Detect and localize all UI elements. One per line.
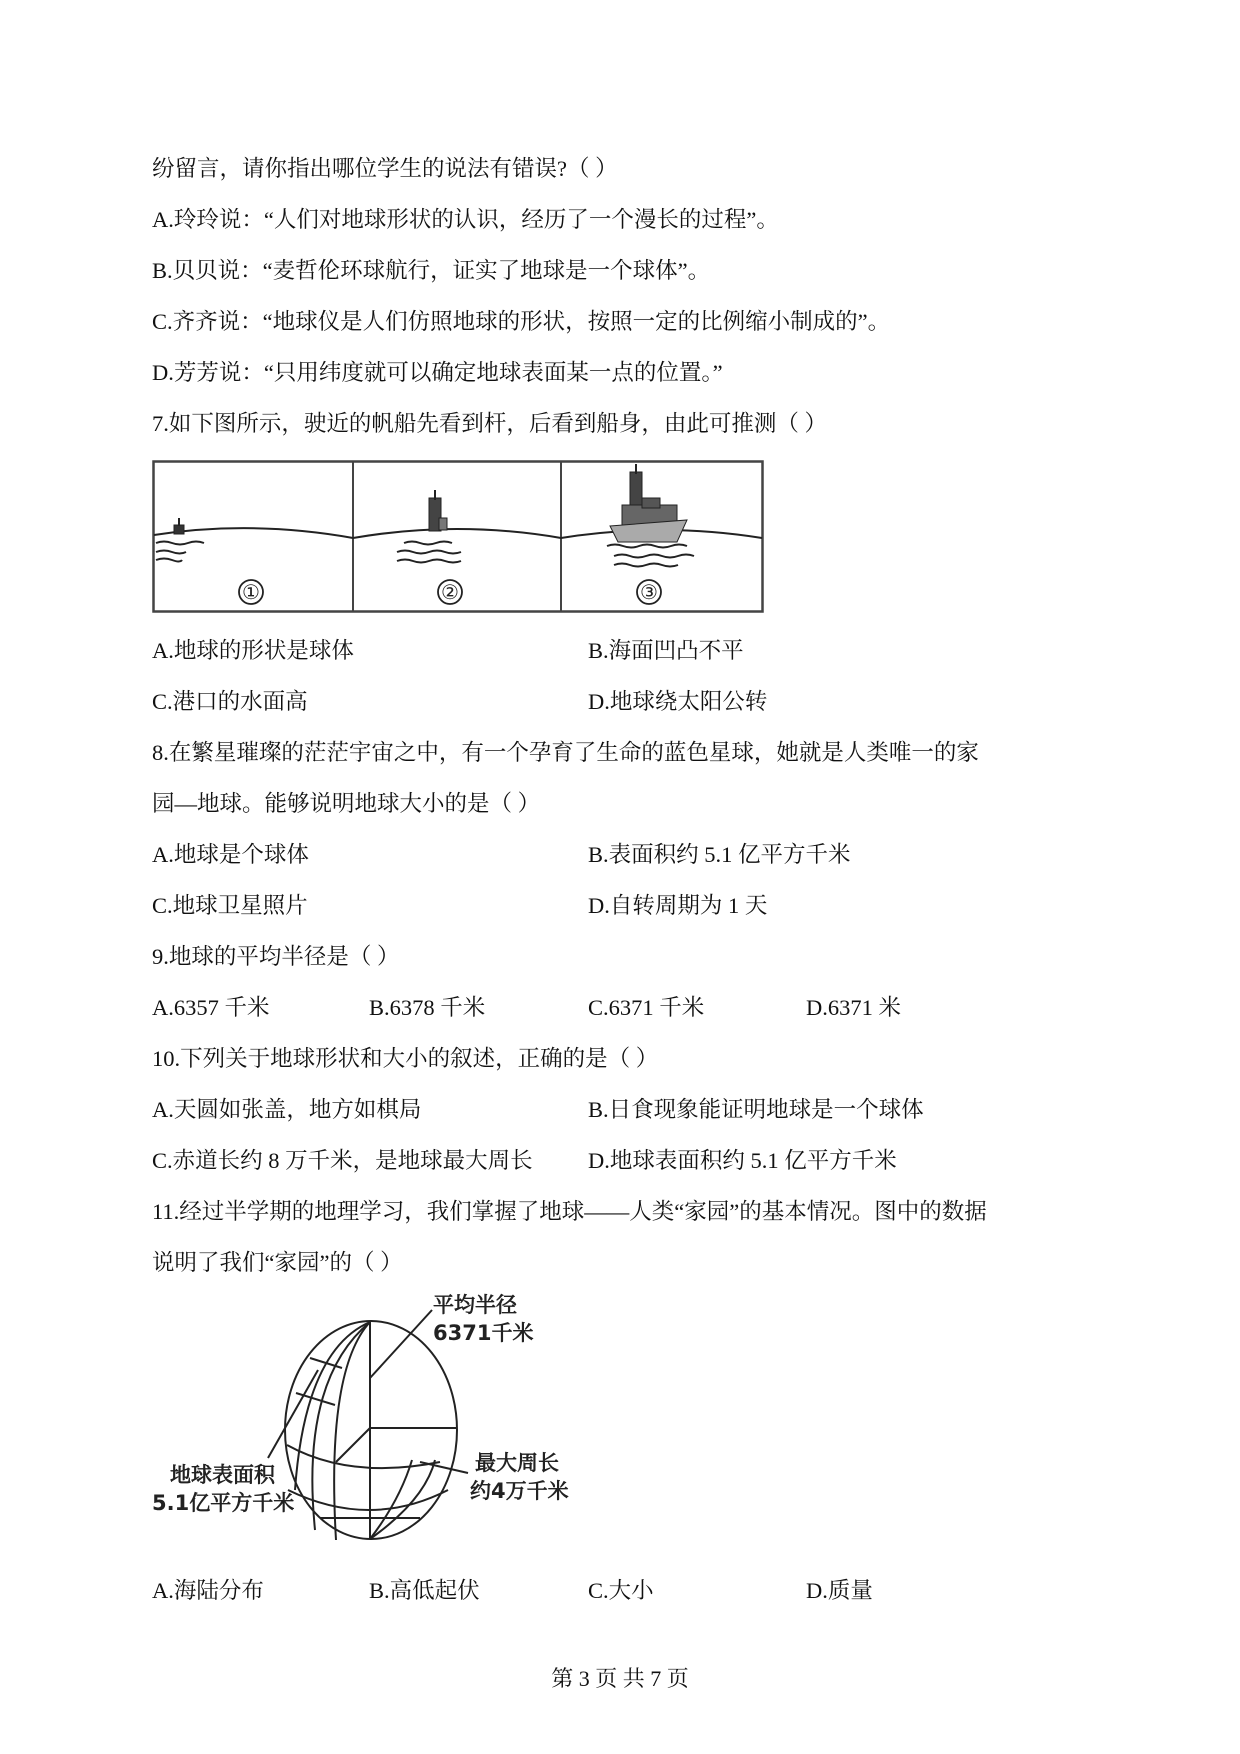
q6-stem-continuation: 纷留言，请你指出哪位学生的说法有错误?（ ） [152,156,618,181]
q6-option-a: A.玲玲说：“人们对地球形状的认识，经历了一个漫长的过程”。 [152,207,779,232]
q8-stem-line2: 园—地球。能够说明地球大小的是（ ） [152,791,541,816]
q11-option-d: D.质量 [806,1578,873,1603]
panel-label-1: ① [242,582,260,604]
q11-stem-line1: 11.经过半学期的地理学习，我们掌握了地球——人类“家园”的基本情况。图中的数据 [152,1199,987,1224]
q7-stem: 7.如下图所示，驶近的帆船先看到杆，后看到船身，由此可推测（ ） [152,411,828,436]
q8-option-a: A.地球是个球体 [152,842,309,867]
ship-approach-figure [152,460,764,613]
q8-option-c: C.地球卫星照片 [152,893,308,918]
q7-option-b: B.海面凹凸不平 [588,638,744,663]
q6-option-c: C.齐齐说：“地球仪是人们仿照地球的形状，按照一定的比例缩小制成的”。 [152,309,891,334]
q9-option-c: C.6371 千米 [588,995,705,1020]
q8-option-d: D.自转周期为 1 天 [588,893,768,918]
q11-option-b: B.高低起伏 [369,1578,480,1603]
q10-option-d: D.地球表面积约 5.1 亿平方千米 [588,1148,897,1173]
circumference-label-line1: 最大周长 [475,1451,559,1475]
q10-option-a: A.天圆如张盖，地方如棋局 [152,1097,422,1122]
panel-label-2: ② [441,582,459,604]
q8-option-b: B.表面积约 5.1 亿平方千米 [588,842,851,867]
area-label-line1: 地球表面积 [170,1463,275,1487]
q10-option-b: B.日食现象能证明地球是一个球体 [588,1097,924,1122]
q9-stem: 9.地球的平均半径是（ ） [152,944,400,969]
q9-option-a: A.6357 千米 [152,995,270,1020]
panel-label-3: ③ [640,582,658,604]
area-label-line2: 5.1亿平方千米 [152,1491,295,1515]
q9-option-b: B.6378 千米 [369,995,486,1020]
q7-option-c: C.港口的水面高 [152,689,308,714]
q7-option-d: D.地球绕太阳公转 [588,689,768,714]
q11-option-c: C.大小 [588,1578,654,1603]
q10-stem: 10.下列关于地球形状和大小的叙述，正确的是（ ） [152,1046,659,1071]
globe-figure [150,1290,610,1560]
q10-option-c: C.赤道长约 8 万千米，是地球最大周长 [152,1148,533,1173]
q11-stem-line2: 说明了我们“家园”的（ ） [152,1250,403,1275]
q6-option-b: B.贝贝说：“麦哲伦环球航行，证实了地球是一个球体”。 [152,258,711,283]
radius-label-line1: 平均半径 [433,1293,517,1317]
q8-stem-line1: 8.在繁星璀璨的茫茫宇宙之中，有一个孕育了生命的蓝色星球，她就是人类唯一的家 [152,740,979,765]
q6-option-d: D.芳芳说：“只用纬度就可以确定地球表面某一点的位置。” [152,360,723,385]
circumference-label-line2: 约4万千米 [470,1479,569,1503]
q11-option-a: A.海陆分布 [152,1578,264,1603]
radius-label-line2: 6371千米 [433,1321,534,1345]
q9-option-d: D.6371 米 [806,995,901,1020]
page-indicator: 第 3 页 共 7 页 [551,1666,689,1691]
q7-option-a: A.地球的形状是球体 [152,638,354,663]
